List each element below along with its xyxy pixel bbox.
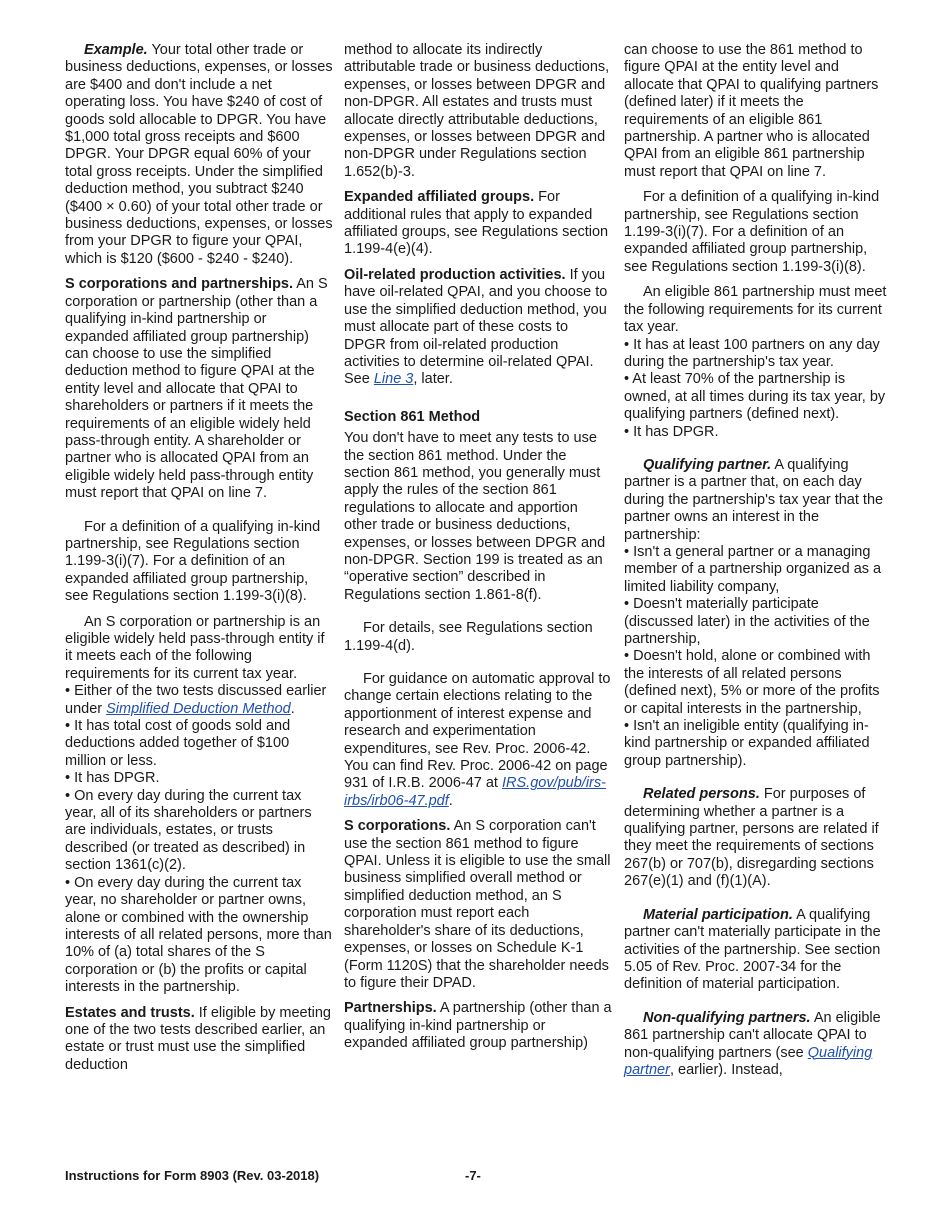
section-861-paragraph: You don't have to meet any tests to use the section 861 method. Under the section 861 method, you generally must apply the rules of the section 861 regulations to allocate and apportion other trade or business deductions, expenses, or losses between DPGR and non-DPGR. Section 199 is treated as an “operative section” described in Regulations section 1.861-8(f). [344, 430, 606, 603]
material-participation-paragraph [624, 907, 892, 994]
qualifying-partner-text: A qualifying partner is a partner that, on each day during the partnership's tax year that the partner owns an interest in the partnership: [624, 456, 884, 543]
oil-text: If you have oil-related QPAI, and you choose to use the simplified deduction method, you must allocate part of these costs to DPGR from oil-related production activities to determine oil-related QPAI. See [344, 266, 608, 388]
continued-paragraph: can choose to use the 861 method to figure QPAI at the entity level and allocate that QPAI to qualifying partners (defined later) if it meets the requirements of an eligible 861 partnership. A partner who is allocated QPAI from an eligible 861 partnership must report that QPAI on line 7. [624, 42, 879, 180]
s-corp-heading: S corporations. [344, 818, 451, 835]
material-participation-heading: Material participation. [643, 906, 793, 923]
line-3-link[interactable]: Line 3 [373, 371, 414, 388]
s-corp-text: An S corporation can't use the section 861 method to figure QPAI. Unless it is eligible to use the small business simplified overall method or simplified deduction method, an S corporation must report each shareholder's share of its deductions, expenses, or losses on Schedule K-1 (Form 1120S) that the shareholder needs to figure their DPAD. [344, 818, 611, 991]
eag-paragraph [344, 189, 612, 259]
s-corp-partnerships-text: An S corporation or partnership (other than a qualifying in-kind partnership or expanded affiliated group partnership) can choose to use the simplified deduction method to figure QPAI at the entity level and allocate that QPAI to shareholders or partners if it meets the requirements of an eligible widely held pass-through entity. A shareholder or partner who is allocated QPAI from an eligible widely held pass-through entity must report that QPAI on line 7. [65, 276, 328, 502]
material-participation-text: A qualifying partner can't materially participate in the activities of the partnership. See section 5.05 of Rev. Proc. 2007-34 for the definition of material participation. [624, 906, 881, 993]
continued-paragraph: method to allocate its indirectly attributable trade or business deductions, expenses, or losses between DPGR and non-DPGR. All estates and trusts must allocate directly attributable deductions, expenses, or losses between DPGR and non-DPGR under Regulations section 1.652(b)-3. [344, 42, 610, 180]
bullet-2: • At least 70% of the partnership is owned, at all times during its tax year, by qualifying partners (defined next). [624, 371, 886, 423]
estates-trusts-text: If eligible by meeting one of the two tests described earlier, an estate or trust must use the simplified deduction [65, 1004, 331, 1073]
page-footer [65, 1168, 885, 1188]
partnerships-heading: Partnerships. [344, 1000, 437, 1017]
related-persons-paragraph [624, 786, 892, 890]
bullet-5: • On every day during the current tax year, no shareholder or partner owns, alone or combined with the ownership interests of all related persons, more than 10% of (a) total shares of the S corporation or (b) the profits or capital interests in the partnership. [65, 874, 332, 996]
qp-bullet-1: • Isn't a general partner or a managing member of a partnership organized as a limited liability company, [624, 543, 882, 595]
bullet-1: • It has at least 100 partners on any day during the partnership's tax year. [624, 336, 880, 370]
eag-text: For additional rules that apply to expanded affiliated groups, see Regulations section 1.199-4(e)(4). [344, 189, 609, 258]
column-1 [65, 42, 333, 1082]
s-corp-partnerships-paragraph [65, 276, 333, 502]
bullet-3: • It has DPGR. [624, 423, 719, 440]
bullet-3: • It has DPGR. [65, 770, 160, 787]
definition-paragraph: For a definition of a qualifying in-kind partnership, see Regulations section 1.199-3(i)(7). For a definition of an expanded affiliated group partnership, see Regulations section 1.199-3(i)(8). [624, 189, 880, 275]
section-861-heading: Section 861 Method [344, 408, 481, 425]
qualifying-partner-paragraph [624, 457, 892, 544]
eligible-861-intro: An eligible 861 partnership must meet the following requirements for its current tax year. [624, 284, 887, 336]
column-2 [344, 42, 612, 1061]
example-heading: Example. [84, 42, 148, 58]
non-qualifying-paragraph: Non-qualifying partners. An eligible 861 partnership can't allocate QPAI to non-qualifying partners (see Qualifying partner, earlier). Instead, [624, 1009, 881, 1078]
qp-bullet-2: • Doesn't materially participate (discussed later) in the activities of the partnership, [624, 596, 870, 647]
non-qualifying-heading: Non-qualifying partners. [643, 1009, 811, 1026]
qualifying-partner-heading: Qualifying partner. [643, 456, 772, 473]
partnerships-paragraph [344, 1000, 612, 1052]
bullet-2: • It has total cost of goods sold and deductions added together of $100 million or less. [65, 718, 291, 769]
simplified-deduction-method-link[interactable]: Simplified Deduction Method [106, 700, 291, 717]
column-3 [624, 42, 892, 1087]
related-persons-text: For purposes of determining whether a partner is a qualifying partner, persons are related if they meet the requirements of sections 267(b) or 707(b), disregarding sections 267(e)(1) and (f)(1)(A). [624, 786, 879, 890]
s-corp-partnerships-heading: S corporations and partnerships. [65, 276, 294, 293]
details-paragraph: For details, see Regulations section 1.199-4(d). [344, 620, 593, 654]
qp-bullet-3: • Doesn't hold, alone or combined with the interests of all related persons (defined next), 5% or more of the profits or capital interests in the partnership, [624, 648, 880, 717]
partnerships-text: A partnership (other than a qualifying in-kind partnership or expanded affiliated group partnership) [344, 1000, 612, 1052]
qp-bullet-4: • Isn't an ineligible entity (qualifying in-kind partnership or expanded affiliated group partnership). [624, 718, 870, 769]
s-corp-paragraph [344, 818, 612, 992]
related-persons-heading: Related persons. [643, 786, 760, 803]
qualifying-partner-link[interactable]: Qualifying partner [624, 1044, 873, 1078]
irb-link[interactable]: IRS.gov/pub/irs-irbs/irb06-47.pdf [344, 775, 606, 809]
form-title: Instructions for Form 8903 (Rev. 03-2018) [65, 1168, 320, 1183]
bullet-1: • Either of the two tests discussed earlier under Simplified Deduction Method. [65, 683, 327, 717]
eag-heading: Expanded affiliated groups. [344, 189, 535, 206]
eligible-intro: An S corporation or partnership is an eligible widely held pass-through entity if it meets each of the following requirements for its current tax year. [65, 613, 325, 682]
definition-paragraph: For a definition of a qualifying in-kind partnership, see Regulations section 1.199-3(i)(7). For a definition of an expanded affiliated group partnership, see Regulations section 1.199-3(i)(8). [65, 518, 321, 605]
example-paragraph [65, 42, 333, 268]
guidance-paragraph: For guidance on automatic approval to change certain elections relating to the apportionment of interest expense and research and experimentation expenditures, see Rev. Proc. 2006-42. You can find Rev. Proc. 2006-42 on page 931 of I.R.B. 2006-47 at IRS.gov/pub/irs-irbs/irb06-47.pdf. [344, 671, 611, 809]
oil-paragraph: Oil-related production activities. If you have oil-related QPAI, and you choose to use the simplified deduction method, you must allocate part of these costs to DPGR from oil-related production activities to determine oil-related QPAI. See Line 3, later. [344, 266, 608, 388]
estates-trusts-paragraph [65, 1005, 333, 1075]
estates-trusts-heading: Estates and trusts. [65, 1004, 195, 1021]
oil-heading: Oil-related production activities. [344, 266, 566, 283]
bullet-4: • On every day during the current tax year, all of its shareholders or partners are individuals, estates, or trusts described (or treated as described) in section 1361(c)(2). [65, 787, 312, 874]
example-text: Your total other trade or business deductions, expenses, or losses are $400 and don't include a net operating loss. You have $240 of cost of goods sold allocable to DPGR. You have $1,000 total gross receipts and $600 DPGR. Your DPGR equal 60% of your total gross receipts. Under the simplified deduction method, you subtract $240 ($400 × 0.60) of your total other trade or business deductions, expenses, or losses from your DPGR to figure your QPAI, which is $120 ($600 - $240 - $240). [65, 42, 333, 267]
page-number: -7- [465, 1168, 481, 1183]
